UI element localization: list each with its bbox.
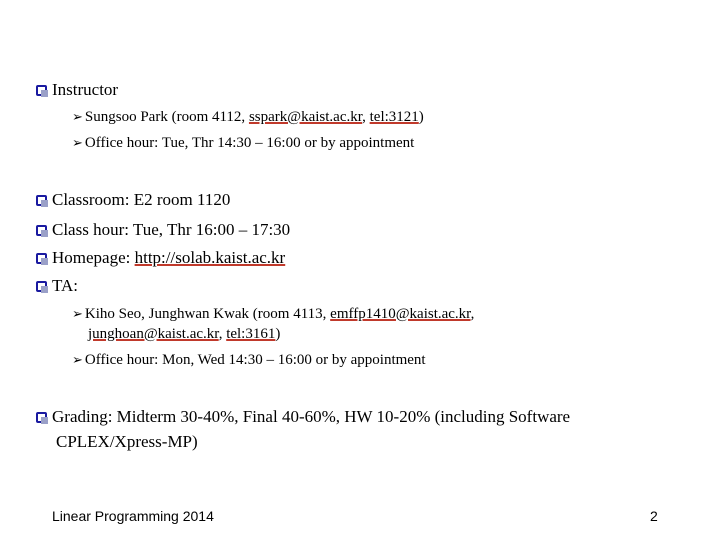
instructor-close-paren: ) (418, 109, 424, 125)
grading-line-1: Grading: Midterm 30-40%, Final 40-60%, HW 10-20% (including Software (52, 407, 571, 426)
ta-contact-continued (88, 325, 280, 343)
square-bullet-icon (36, 281, 47, 292)
class-hour-item (36, 220, 290, 240)
ta-close-paren: ) (275, 326, 281, 342)
homepage-label: Homepage: (52, 248, 135, 267)
homepage-link[interactable]: http://solab.kaist.ac.kr (134, 248, 286, 267)
ta-separator-2: , (218, 326, 227, 342)
arrow-bullet-icon: ➢ (72, 136, 83, 151)
ta-heading: TA: (52, 276, 79, 295)
square-bullet-icon (36, 253, 47, 264)
arrow-bullet-icon: ➢ (72, 307, 83, 322)
grading-continued (56, 432, 198, 452)
ta-email-link-1[interactable]: emffp1410@kaist.ac.kr (330, 306, 471, 322)
instructor-heading: Instructor (52, 80, 119, 99)
square-bullet-icon (36, 195, 47, 206)
ta-heading-item (36, 276, 78, 296)
square-bullet-icon (36, 412, 47, 423)
classroom-item (36, 190, 230, 210)
square-bullet-icon (36, 85, 47, 96)
ta-contact-item (72, 305, 474, 324)
instructor-email-link[interactable]: sspark@kaist.ac.kr (248, 109, 363, 125)
instructor-separator: , (362, 109, 370, 125)
ta-tel-link[interactable]: tel:3161 (226, 326, 276, 342)
footer-title: Linear Programming 2014 (52, 508, 214, 524)
instructor-tel-link[interactable]: tel:3121 (369, 109, 419, 125)
instructor-office-hour-item (72, 134, 414, 153)
ta-separator-1: , (470, 306, 475, 322)
ta-names: Kiho Seo, Junghwan Kwak (room 4113, (84, 306, 331, 322)
arrow-bullet-icon: ➢ (72, 353, 83, 368)
ta-office-hour-item (72, 351, 426, 370)
arrow-bullet-icon: ➢ (72, 110, 83, 125)
grading-line-2: CPLEX/Xpress-MP) (56, 432, 198, 451)
square-bullet-icon (36, 225, 47, 236)
homepage-item (36, 248, 285, 268)
page-number: 2 (650, 508, 658, 524)
instructor-heading-item (36, 80, 118, 100)
grading-item (36, 407, 570, 427)
class-hour-text: Class hour: Tue, Thr 16:00 – 17:30 (52, 220, 291, 239)
instructor-office-hour: Office hour: Tue, Thr 14:30 – 16:00 or by appointment (84, 135, 415, 151)
instructor-contact-item (72, 108, 424, 127)
ta-office-hour: Office hour: Mon, Wed 14:30 – 16:00 or by appointment (84, 352, 426, 368)
instructor-name: Sungsoo Park (room 4112, (84, 109, 249, 125)
classroom-text: Classroom: E2 room 1120 (52, 190, 231, 209)
ta-email-link-2[interactable]: junghoan@kaist.ac.kr (88, 326, 219, 342)
